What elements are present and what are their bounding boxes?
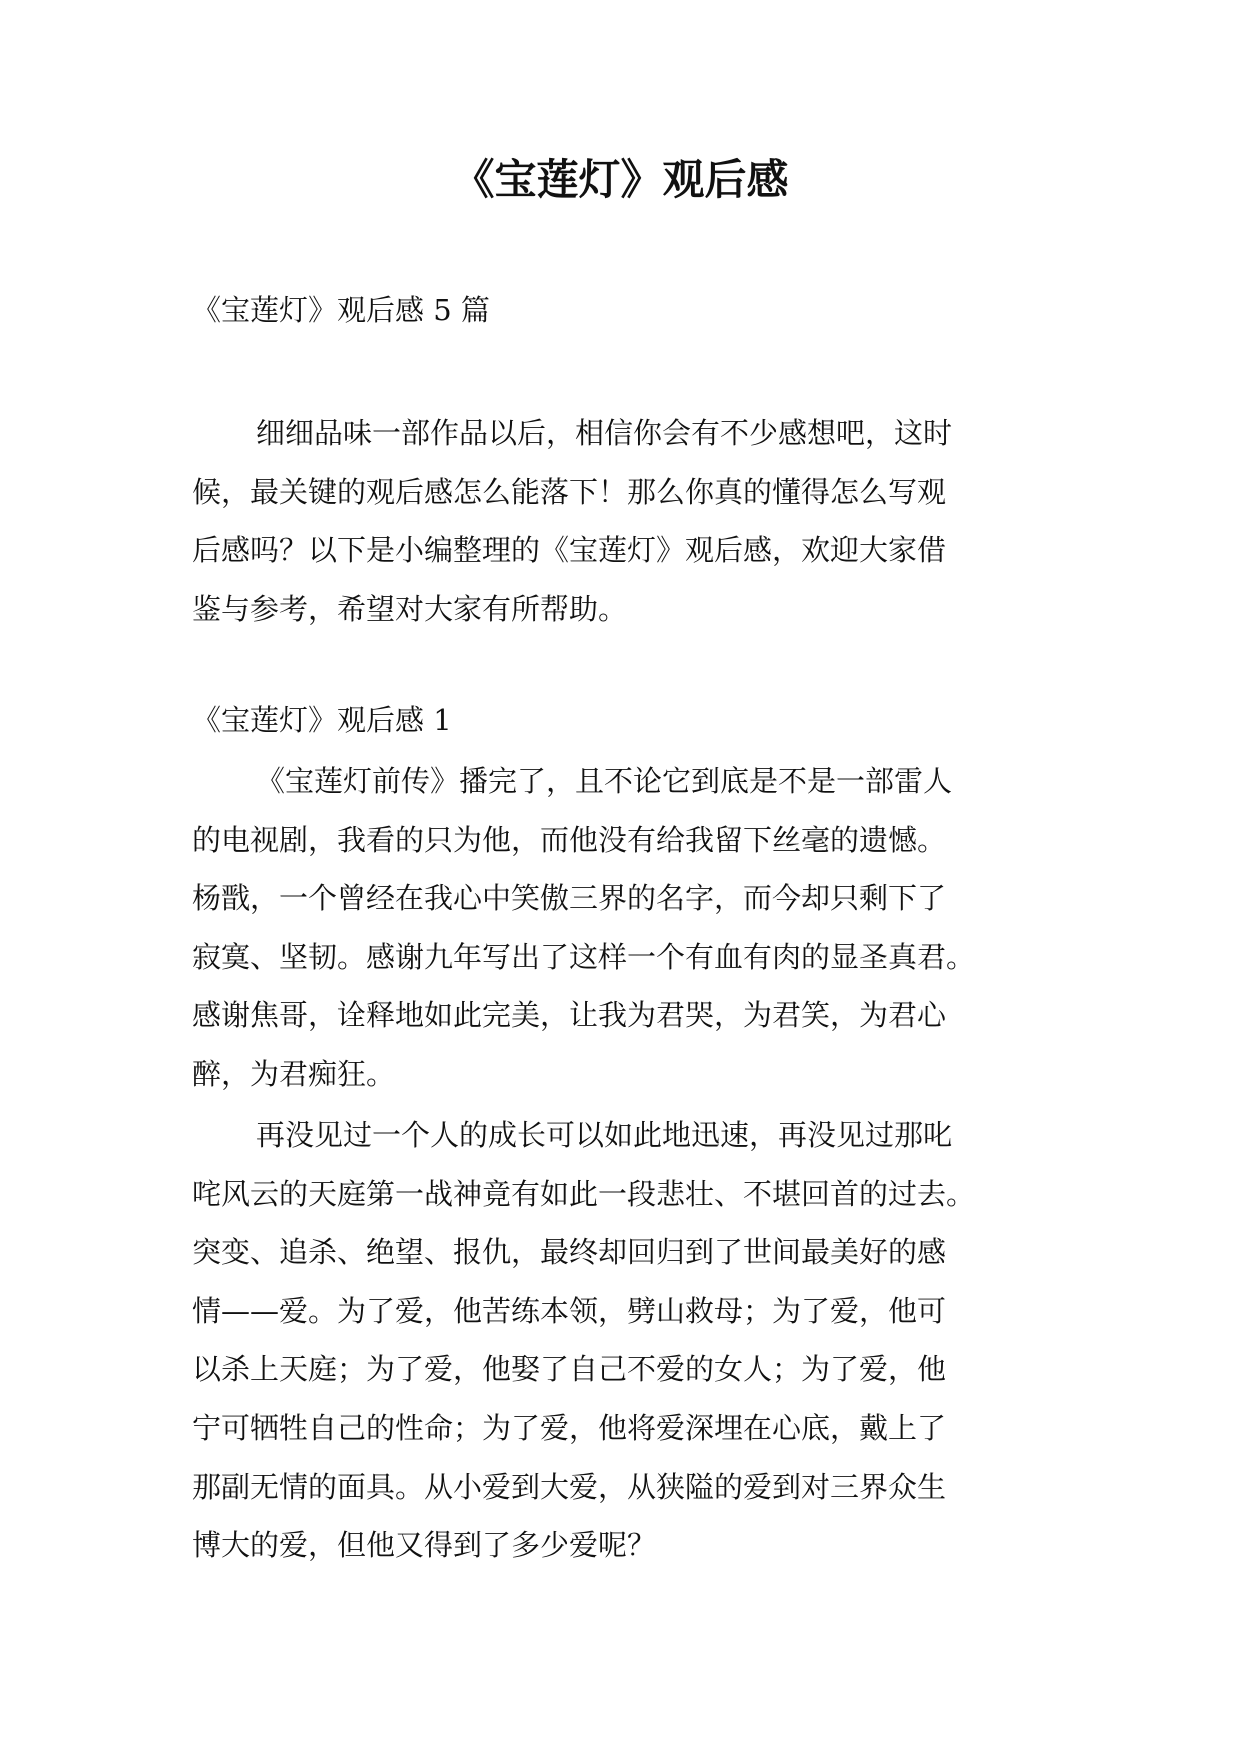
paragraph-line: 咤风云的天庭第一战神竟有如此一段悲壮、不堪回首的过去。: [192, 1176, 976, 1211]
paragraph-line: 《宝莲灯前传》播完了，且不论它到底是不是一部雷人: [256, 764, 953, 798]
paragraph-line: 那副无情的面具。从小爱到大爱，从狭隘的爱到对三界众生: [192, 1469, 947, 1504]
intro-paragraph: [192, 404, 952, 638]
paragraph-line: 突变、追杀、绝望、报仇，最终却回归到了世间最美好的感: [192, 1235, 947, 1270]
intro-line: 鉴与参考，希望对大家有所帮助。: [192, 591, 628, 626]
paragraph-line: 再没见过一个人的成长可以如此地迅速，再没见过那叱: [256, 1118, 953, 1152]
intro-line: 候，最关键的观后感怎么能落下！那么你真的懂得怎么写观: [192, 474, 947, 509]
paragraph-line: 感谢焦哥，诠释地如此完美，让我为君哭，为君笑，为君心: [192, 998, 947, 1033]
body-paragraph-1: [192, 752, 975, 1104]
paragraph-line: 博大的爱，但他又得到了多少爱呢？: [192, 1528, 657, 1563]
body-paragraph-2: [192, 1106, 975, 1575]
intro-line: 后感吗？以下是小编整理的《宝莲灯》观后感，欢迎大家借: [192, 533, 947, 568]
paragraph-line: 寂寞、坚韧。感谢九年写出了这样一个有血有肉的显圣真君。: [192, 939, 976, 974]
paragraph-line: 情——爱。为了爱，他苦练本领，劈山救母；为了爱，他可: [192, 1293, 947, 1328]
document-title: 《宝莲灯》观后感: [452, 155, 789, 204]
paragraph-line: 杨戬，一个曾经在我心中笑傲三界的名字，而今却只剩下了: [192, 881, 947, 916]
paragraph-line: 以杀上天庭；为了爱，他娶了自己不爱的女人；为了爱，他: [192, 1352, 947, 1387]
intro-line: 细细品味一部作品以后，相信你会有不少感想吧，这时: [256, 416, 953, 450]
paragraph-line: 宁可牺牲自己的性命；为了爱，他将爱深埋在心底，戴上了: [192, 1410, 947, 1445]
paragraph-line: 醉，为君痴狂。: [192, 1056, 396, 1091]
paragraph-line: 的电视剧，我看的只为他，而他没有给我留下丝毫的遗憾。: [192, 822, 947, 857]
section-heading: 《宝莲灯》观后感 1: [192, 703, 452, 737]
document-subtitle: 《宝莲灯》观后感 5 篇: [192, 293, 490, 327]
